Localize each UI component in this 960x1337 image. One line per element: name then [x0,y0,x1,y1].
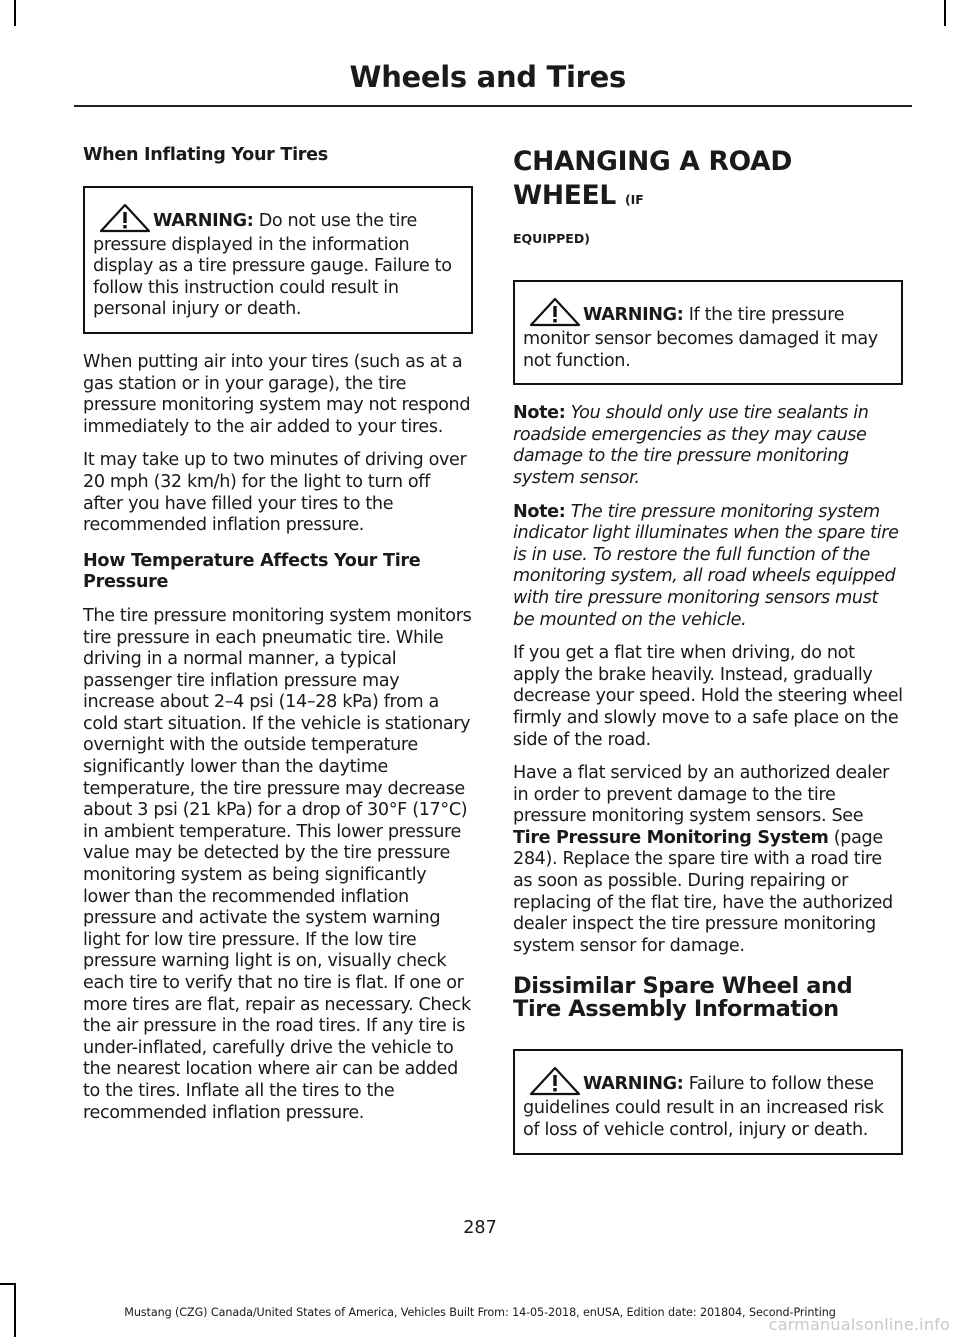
page-title: Wheels and Tires [349,60,626,94]
heading-changing-road-wheel [513,145,903,217]
note-label: Note: [513,403,566,424]
note-text: The tire pressure monitoring system indicator light illuminates when the spare tire is in use. To restore the full function of the monitoring system, all road wheels equipped with tire pressure monitoring sensors must be mounted on the vehicle. [513,501,899,630]
warning-box-2 [513,280,903,385]
heading-dissimilar-spare: Dissimilar Spare Wheel and Tire Assembly Information [513,973,853,1023]
paragraph-flat-serviced [513,763,903,957]
heading-changing-text: CHANGING A ROAD WHEEL [513,146,793,211]
crop-mark-top-right [944,0,946,26]
warning-text: If the tire pressure monitor sensor becomes damaged it may not function. [523,305,878,371]
warning-triangle-icon [527,295,583,329]
warning-label: WARNING: [153,210,254,231]
paragraph-flat-serviced-b: (page 284). Replace the spare tire with a road tire as soon as possible. During repairing or replacing of the flat tire, have the authorized dealer inspect the tire pressure monitoring system sensor for damage. [513,827,893,956]
note-label: Note: [513,501,566,522]
note-sealants [513,403,903,489]
warning-label: WARNING: [583,305,684,325]
heading-inflating: When Inflating Your Tires [83,145,328,165]
heading-changing-equipped: EQUIPPED) [513,231,590,246]
heading-temperature: How Temperature Affects Your Tire Pressure [83,550,421,593]
paragraph-temperature: The tire pressure monitoring system monitors tire pressure in each pneumatic tire. While driving in a normal manner, a typical passenger tire inflation pressure may increase about 2–4 psi (14–28 kPa) from a cold start situation. If the vehicle is stationary overnight with the outside temperature significantly lower than the daytime temperature, the tire pressure may decrease about 3 psi (21 kPa) for a drop of 30°F (17°C) in ambient temperature. This lower pressure value may be detected by the tire pressure monitoring system as being significantly lower than the recommended inflation pressure and activate the system warning light for low tire pressure. If the low tire pressure warning light is on, visually check each tire to verify that no tire is flat. If one or more tires are flat, repair as necessary. Check the air pressure in the road tires. If any tire is under-inflated, carefully drive the vehicle to the nearest location where air can be added to the tires. Inflate all the tires to the recommended inflation pressure. [83,605,472,1123]
right-column [513,145,903,1173]
header-divider [74,105,912,107]
watermark: carmanualsonline.info [768,1315,950,1334]
paragraph-flat-serviced-a: Have a flat serviced by an authorized dealer in order to prevent damage to the tire pressure monitoring system sensors. See [513,763,890,827]
crop-mark-top-left [14,0,16,26]
warning-text: Do not use the tire pressure displayed in the information display as a tire pressure gauge. Failure to follow this instruction could result in personal injury or death. [93,210,452,320]
paragraph-air-delay: When putting air into your tires (such as at a gas station or in your garage), the tire pressure monitoring system may not respond immediately to the air added to your tires. [83,351,471,437]
heading-changing-if: (IF [624,192,644,207]
warning-label: WARNING: [583,1074,684,1095]
page-number: 287 [463,1218,497,1238]
paragraph-two-minutes: It may take up to two minutes of driving over 20 mph (32 km/h) for the light to turn off after you have filled your tires to the recommended inflation pressure. [83,450,467,536]
crop-mark-bottom-left-h [0,1283,16,1285]
warning-box-3 [513,1049,903,1154]
warning-triangle-icon [527,1064,583,1098]
note-text: You should only use tire sealants in roadside emergencies as they may cause damage to the tire pressure monitoring system sensor. [513,403,869,488]
left-column [83,145,473,1136]
warning-triangle-icon [97,201,153,235]
warning-box-1 [83,186,473,334]
cross-reference-tpms[interactable]: Tire Pressure Monitoring System [513,827,829,848]
paragraph-flat-tire: If you get a flat tire when driving, do not apply the brake heavily. Instead, gradually decrease your speed. Hold the steering wheel firmly and slowly move to a safe place on the side of the road. [513,643,903,750]
note-spare-indicator [513,502,903,632]
warning-text: Failure to follow these guidelines could result in an increased risk of loss of vehicle control, injury or death. [523,1074,884,1141]
footer-edition-info: Mustang (CZG) Canada/United States of America, Vehicles Built From: 14-05-2018, enUSA, Edition date: 201804, Second-Printing [124,1306,836,1319]
